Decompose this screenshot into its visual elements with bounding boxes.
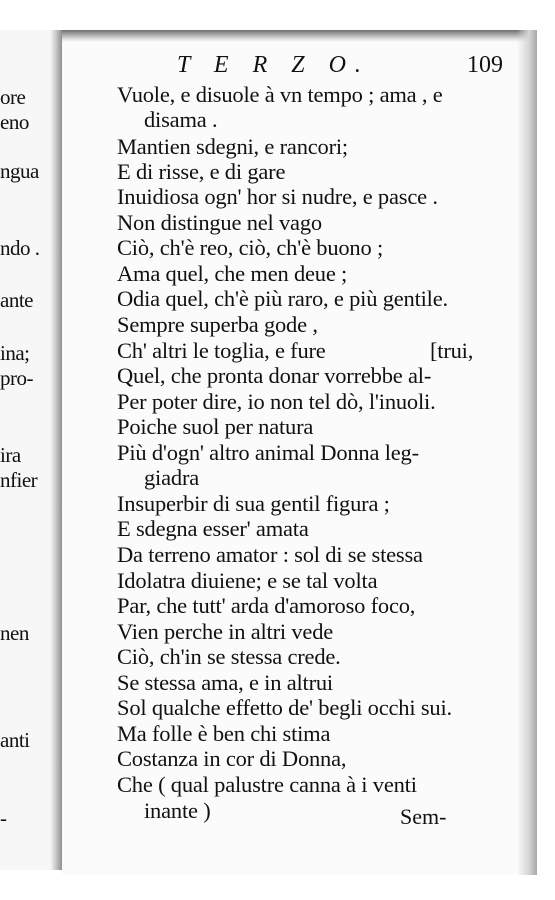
page-right-edge	[517, 30, 537, 875]
gutter-shadow	[50, 30, 62, 870]
left-fragment: eno	[0, 110, 29, 134]
text-line: inante )	[144, 798, 211, 823]
text-line: giadra	[144, 465, 200, 490]
text-line: Ama quel, che men deue ;	[117, 261, 348, 286]
left-fragment: nen	[0, 621, 29, 645]
text-line: Sol qualche effetto de' begli occhi sui.	[117, 695, 452, 720]
text-line: Ch' altri le toglia, e fure	[117, 338, 326, 363]
left-fragment: ante	[0, 288, 33, 312]
text-line: Mantien sdegni, e rancori;	[117, 134, 348, 159]
text-line: Vuole, e disuole à vn tempo ; ama , e	[117, 82, 443, 107]
text-line: Quel, che pronta donar vorrebbe al-	[117, 363, 432, 388]
left-fragment: ira	[0, 443, 21, 467]
text-line: Par, che tutt' arda d'amoroso foco,	[117, 593, 416, 618]
running-head: T E R Z O.	[177, 52, 370, 78]
text-line: Odia quel, ch'è più raro, e più gentile.	[117, 286, 448, 311]
text-line: Ciò, ch'è reo, ciò, ch'è buono ;	[117, 235, 384, 260]
text-line: Inuidiosa ogn' hor si nudre, e pasce .	[117, 184, 438, 209]
text-line: Costanza in cor di Donna,	[117, 746, 347, 771]
left-fragment: ina;	[0, 341, 30, 365]
text-line: Per poter dire, io non tel dò, l'inuoli.	[117, 389, 436, 414]
text-line: Più d'ogn' altro animal Donna leg-	[117, 440, 419, 465]
left-fragment: anti	[0, 728, 30, 752]
left-fragment: nfier	[0, 468, 38, 492]
text-line: Ma folle è ben chi stima	[117, 721, 331, 746]
text-line: Da terreno amator : sol di se stessa	[117, 542, 423, 567]
book-page	[62, 30, 537, 875]
text-line: Che ( qual palustre canna à i venti	[117, 772, 417, 797]
text-line: disama .	[144, 107, 218, 132]
turnover-fragment: [trui,	[430, 338, 474, 363]
left-fragment: pro-	[0, 366, 33, 390]
text-line: Non distingue nel vago	[117, 210, 322, 235]
text-line: Poiche suol per natura	[117, 414, 314, 439]
text-line: E sdegna esser' amata	[117, 516, 309, 541]
catchword: Sem-	[400, 804, 447, 829]
text-line: Sempre superba gode ,	[117, 312, 318, 337]
facing-page-edge	[0, 30, 62, 870]
left-fragment: -	[0, 806, 7, 830]
text-line: E di risse, e di gare	[117, 159, 286, 184]
left-fragment: ngua	[0, 159, 39, 183]
page-top-shadow	[62, 30, 537, 42]
left-fragment: ndo .	[0, 236, 40, 260]
text-line: Vien perche in altri vede	[117, 619, 334, 644]
left-fragment: ore	[0, 85, 26, 109]
page-number: 109	[467, 52, 503, 78]
text-line: Idolatra diuiene; e se tal volta	[117, 568, 378, 593]
text-line: Insuperbir di sua gentil figura ;	[117, 491, 390, 516]
text-line: Ciò, ch'in se stessa crede.	[117, 644, 341, 669]
text-line: Se stessa ama, e in altrui	[117, 670, 333, 695]
